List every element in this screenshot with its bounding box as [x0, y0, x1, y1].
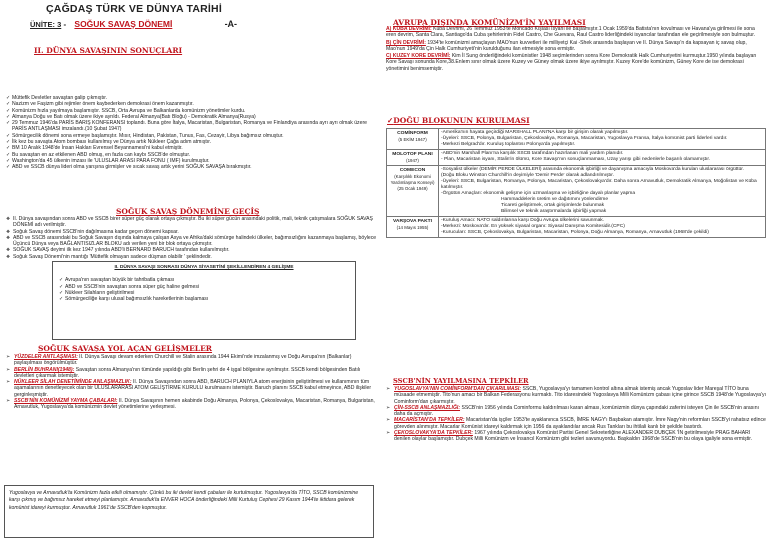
- development-item: ✓ Nükleer Silahların geliştirilmesi: [59, 290, 355, 296]
- eastern-bloc-title: DOĞU BLOKUNUN KURULMASI: [393, 116, 530, 125]
- bloc-desc-cell: [439, 150, 766, 166]
- result-item: ✓ Sömürgecilik dönemi sona ermeye başlamıştır. Mısır, Hindistan, Pakistan, Tunus, Fas, Cezayir, Libya bağımsız olmuştur.: [6, 133, 378, 139]
- section-heading-transition: SOĞUK SAVAŞ DÖNEMİNE GEÇİŞ: [116, 207, 260, 216]
- communism-key: A) KÜBA DEVRİMİ:: [386, 26, 432, 32]
- bloc-name: COMİNFORM: [397, 131, 428, 136]
- communism-text: 1934'te komünizmi amaçlayan MAO'nun kuvvetleri ile milliyetçi Kai -Shek arasında başlayan ve II. Dünya Savaşı'n da kapsayan iç savaş olup, Mao'nun 1949'da Çin Halk Cumhuriyeti'nin kurulduğunu ilan etmesiyle sona ermiştir.: [386, 39, 747, 52]
- reaction-key: ÇİN-SSCB ANLAŞMAZLIĞI:: [394, 404, 461, 411]
- bloc-desc-cell: [439, 166, 766, 217]
- cause-item: [6, 367, 378, 380]
- bloc-desc-cell: [439, 129, 766, 150]
- cause-text: II. Dünya Savaşının hemen akabinde Doğu Almanya, Polonya, Çekoslovakya, Macaristan, Romanya, Bulgaristan, Arnavutluk, Yugoslavya'da komünizmin devlet yönetimlerine yerleşmesi.: [14, 398, 375, 411]
- bloc-date: (5 EKİM 1947): [398, 137, 427, 142]
- check-icon: ✓: [387, 116, 394, 125]
- reactions-list: [386, 386, 766, 443]
- communism-key: B) ÇİN DEVRİMİ:: [386, 39, 426, 46]
- result-item: ✓ Bu savaştan en az etkilenen ABD olmuş, en fazla can kaybı SSCB'de olmuştur.: [6, 152, 378, 158]
- developments-box-heading: II. DÜNYA SAVAŞI SONRASI DÜNYA SİYASETİNİ ŞEKİLLENDİREN 4 GELİŞME: [114, 265, 294, 270]
- bloc-desc-line: - Plan, Macaristan isyanı, Stalin'in ölümü, Kore Savaşı'nın sonuçlanmaması, Uzay yarışı gibi nedenlerle başarılı olamamıştır.: [441, 157, 711, 162]
- note-box: [4, 485, 374, 538]
- cause-key: YÜZDELER ANTLAŞMASI:: [14, 354, 78, 360]
- communism-item: [386, 40, 766, 53]
- cause-key: BERLİN BUHRANI(1948):: [14, 366, 75, 373]
- result-item: ✓ Müttefik Devletler savaştan galip çıkmıştır.: [6, 95, 378, 101]
- result-item: ✓ Komünizm hızla yayılmaya başlamıştır. SSCB, Orta Avrupa ve Balkanlarda komünizm yönetimler kurdu.: [6, 108, 378, 114]
- cause-text: Savaştan sonra Almanya'nın tümünde yapıldığı gibi Berlin şehri de 4 işgal bölgesine ayrılmıştır. SSCB kendi bölgesinden Batılı devletleri çıkarmak istemiştir.: [14, 366, 361, 379]
- cause-item: [6, 398, 378, 411]
- bloc-desc-line: -Sosyalist ülkeler (DEMİR PERDE ÜLKELERİ) arasında ekonomik işbirliği ve dayanışma amacıyla Moskova'da kurulan uluslararası örgüttür.: [441, 167, 744, 172]
- result-item: ✓ Nazizm ve Faşizm gibi rejimler önem kaybederken demokrasi önem kazanmıştır.: [6, 101, 378, 107]
- cause-text: II. Dünya Savaşından sonra ABD, BARUCH PLANIYLA atom enerjisinin geliştirilmesi ve kullanımının tüm aşamalarının denetleyecek olan bir ULUSLARARASI ATOM GELİŞTİRME KURULU kurulmasını istemiştir. Baruch planını SSCB kabul etmeyince, ABD ilişkiler gerginleşmiştir.: [14, 379, 372, 398]
- results-list: [6, 95, 378, 171]
- bloc-name-cell: [387, 217, 439, 238]
- bloc-row: [387, 217, 766, 238]
- bloc-name-cell: [387, 166, 439, 217]
- bloc-date: (Karşılıklı Ekonomi Yardımlaşma Konseyi) (25 Ocak 1949): [390, 174, 435, 191]
- developments-list: [59, 277, 355, 302]
- development-item: ✓ Avrupa'nın savaştan büyük bir tahribatla çıkması: [59, 277, 355, 283]
- bloc-desc-line: -Üyeleri: SSCB, Polonya, Bulgaristan, Çekoslovakya, Romanya, Macaristan, Yugoslavya Fransa, İtalya komünist parti liderleri vardır.: [441, 136, 728, 141]
- reaction-item: [386, 386, 766, 405]
- bloc-row: [387, 129, 766, 150]
- result-item: ✓ BM 10 Aralık 1948'de İnsan Hakları Evrensel Beyannamesi'ni kabul etmiştir.: [6, 145, 378, 151]
- cause-key: SSCB'NİN KOMÜNİZMİ YAYMA ÇABALARI:: [14, 398, 118, 405]
- section-heading-causes: SOĞUK SAVAŞA YOL AÇAN GELİŞMELER: [38, 344, 213, 353]
- bloc-desc-line: -Merkezi: Moskova'dır. En yüksek siyasal organı: Siyasal Danışma Komitesidir.(CPC): [441, 224, 625, 229]
- communism-key: C) KUZEY KORE DEVRİMİ:: [386, 53, 451, 60]
- result-item: ✓ Almanya Doğu ve Batı olmak üzere ikiye ayrıldı. Federal Almanya(Batı Bloğu) - Demokratik Almanya(Rusya): [6, 114, 378, 120]
- reaction-text: SSCB, Yugoslavya'yı tamamen kontrol altına almak istemiş ancak Yugoslav lider Mareşal TİTO buna müsaade etmemiştir. Tito'nun amacı bir Balkan Federasyonu kurmaktı. Tito idaresindeki Yugoslavya Milli Komünizm çabası içine girince SSCB 1948'de Yugoslavya'yı Cominform'dan çıkarmıştır.: [394, 386, 766, 405]
- result-item: ✓ 29 Temmuz 1946'da PARİS BARIŞ KONFERANSI toplandı. Buna göre İtalya, Macaristan, Bulgaristan, Romanya ve Finlandiya arasında ayrı ayrı olmak üzere PARİS ANTLAŞMASI imzalandı.(10 Şubat 1947): [6, 120, 378, 133]
- bloc-desc-line: Ticareti geliştirmek, ortak girişimlerde bulunmak: [501, 203, 605, 208]
- bloc-desc-line: -Kurucuları: SSCB, Çekoslovakya, Bulgaristan, Macaristan, Polonya, Doğu Almanya, Romanya, Arnavutluk (1968'de çekildi): [441, 230, 709, 235]
- bloc-name-cell: [387, 129, 439, 150]
- bloc-desc-line: -Amerika'nın hayata geçirdiği MARSHALL PLANI'NA karşı bir girişim olarak yapılmıştır.: [441, 130, 629, 135]
- cause-item: [6, 354, 378, 367]
- transition-item: ❖ SOĞUK SAVAŞ deyimi ilk kez 1947 yılında ABD'li BERNARD BARUCH tarafından kullanılmıştır.: [6, 247, 378, 253]
- unit-label: ÜNİTE: 3: [30, 20, 62, 29]
- bloc-desc-line: -Örgütün Amaçları: ekonomik gelişme için uzmanlaşma ve işbirliğine dayalı planlar yapma: [441, 191, 636, 196]
- bloc-desc-line: (Doğu Bloku Winston Churchill'in deyimiyle 'Demir Perde' olarak adlandırılmıştır.: [441, 173, 614, 178]
- bloc-desc-line: -Kuruluş Amacı: NATO saldırılarına karşı Doğu Avrupa ülkelerini savunmak.: [441, 218, 605, 223]
- bloc-desc-line: -Üyeleri: SSCB, Bulgaristan, Romanya, Polonya, Macaristan, Çekoslovakya'dır. Daha sonra Arnavutluk, Demokratik Almanya, Moğolistan ve Küba katılmıştır.: [441, 179, 757, 190]
- section-heading-communism-spread: AVRUPA DIŞINDA KOMÜNİZM'İN YAYILMASI: [393, 18, 586, 27]
- cause-item: [6, 379, 378, 398]
- section-heading-results: II. DÜNYA SAVAŞININ SONUÇLARI: [34, 46, 183, 55]
- result-item: ✓ Washington'da 45 ülkenin imzası ile 'ULUSLAR ARASI PARA FONU ( IMF) kurulmuştur.: [6, 158, 378, 164]
- bloc-desc-line: -ABD'nin Marshall Planı'na karşılık SSCB tarafından hazırlanan mali yardım planıdır.: [441, 151, 624, 156]
- reaction-key: YUGOSLAVYA'NIN COMİNFORM'DAN ÇIKARILMASI:: [394, 386, 522, 392]
- transition-item: ❖ ABD ve SSCB arasındaki bu Soğuk Savaşın dışında kalmaya çalışan Asya ve Afrika'daki sömürge halindeki ülkeler, bağımsızlığını kazanmaya başlamış, böylece Üçüncü Dünya veya BAĞLANTISIZLAR BLOKU adı verilen yeni bir blok ortaya çıkmıştır.: [6, 235, 378, 248]
- reaction-key: ÇEKOSLOVAKYA'DA TEPKİLER:: [394, 430, 473, 437]
- bloc-name: MOLOTOF PLANI: [392, 152, 433, 157]
- section-heading-reactions: SSCB'NİN YAYILMASINA TEPKİLER: [393, 377, 529, 385]
- unit-separator: -: [63, 20, 67, 29]
- bloc-row: [387, 166, 766, 217]
- note-text: Yugoslavya ve Arnavutluk'ta Komünizm fazla etkili olmamıştır. Çünkü bu iki devlet kendi çabaları ile kurtulmuştur. Yugoslavya'da TİTO, SSCB komünizmine karşı çıkmış ve bağımsız hareket etmeyi planlamıştır. Arnavutluk'ta ENVER HOCA önderliğindeki Milli Kurtuluş Cephesi 29 Kasım 1944'te iktidara gelerek komünist idareyi kurmuştur. Arnavutluk 1961'de SSCB'den kopmuştur.: [9, 490, 359, 511]
- reaction-item: [386, 417, 766, 430]
- bloc-desc-cell: [439, 217, 766, 238]
- transition-list: [6, 216, 378, 260]
- cause-text: II. Dünya Savaşı devam ederken Churchill ve Stalin arasında 1944 Ekimi'nde imzalanmış ve Doğu Avrupa'nın (Balkanlar) paylaşılması öngörülmüştür.: [14, 354, 352, 367]
- reaction-item: [386, 405, 766, 418]
- communism-text: Kim İl Sung önderliğindeki komünistler 1948 seçimlerinden sonra Kore Demokratik Halk Cumhuriyetini kurmuştur.1950 yılında başlayan Kore Savaşı sonunda Kore,38.Enlem sınır olmak üzere Kuzey ve Güney olmak üzere ikiye ayrılmıştır. Kuzey Kore'de komünizm, Güney Kore de ise demokrasi yönetimini benimsemiştir.: [386, 53, 757, 72]
- bloc-name: COMECON: [399, 168, 426, 173]
- reaction-text: Macaristan'da işçiler 1953'te ayaklanınca SSCB, İMRE NAGY'ı Başbakan atamıştır. İmre Nagy'nin reformları SSCB'yi rahatsız edince görevden alınmıştır. Macarlar Komünist idareyi kaldırmak için 1956 da ayaklandılar ancak Rus Tankları bu ihtilali kanlı bir şekilde bastırdı.: [394, 417, 766, 430]
- result-item: ✓ İlk kez bu savaşta Atom bombası kullanılmış ve Dünya artık Nükleer Çağa adım atmıştır.: [6, 139, 378, 145]
- unit-letter: -A-: [224, 19, 238, 29]
- eastern-bloc-table: [386, 128, 766, 238]
- development-item: ✓ ABD ve SSCB'nin savaştan sonra süper güç haline gelmesi: [59, 284, 355, 290]
- unit-title: SOĞUK SAVAŞ DÖNEMİ: [74, 19, 173, 29]
- page-title: ÇAĞDAŞ TÜRK VE DÜNYA TARİHİ: [46, 3, 222, 15]
- result-item: ✓ ABD ve SSCB dünya lideri olma yarışına girmişler ve sıcak savaş artık yerini SOĞUK SAVAŞA bırakmıştır.: [6, 164, 378, 170]
- bloc-name-cell: [387, 150, 439, 166]
- transition-item: ❖ Soğuk Savaş Dönemi'nin mantığı 'Müttefik olmayan sadece düşman olabilir ' şeklindedir.: [6, 254, 378, 260]
- bloc-desc-line: Bilimsel ve teknik araştırmalarda işbirliği yapmak: [501, 209, 607, 214]
- transition-item: ❖ Soğuk Savaş dönemi SSCB'nin dağılmasına kadar geçen dönemi kapsar.: [6, 229, 378, 235]
- reaction-key: MACARİSTAN'DA TEPKİLER:: [394, 417, 465, 424]
- unit-line: [30, 19, 237, 29]
- developments-box: [52, 261, 356, 340]
- communism-item: [386, 53, 766, 72]
- bloc-row: [387, 150, 766, 166]
- reaction-text: 1967 yılında Çekoslovakya Komünist Partisi Genel Sekreterliğine ALEXANDER DUBÇEK 'İN getirilmesiyle PRAG BAHARI denilen olaylar başlamıştır. Dubçek Milli Komünizm ve İnsancıl Komünizm gibi tezleri savunuyordu. Başkaldırı 1968'de SSCB'nin bu olaya igaliyle sona ermiştir.: [394, 430, 753, 443]
- bloc-desc-line: Hammaddelerin üretim ve dağıtımını yönlendirme: [501, 197, 609, 202]
- communism-spread-list: [386, 26, 766, 73]
- reaction-item: [386, 430, 766, 443]
- bloc-date: (1947): [406, 158, 419, 163]
- bloc-name: VARŞOVA PAKTI: [393, 219, 432, 224]
- communism-text: Küba Devrimi, 26 Temmuz 1953'te Moncado Kışlası İsyanı ile başlamıştır.1 Ocak 1959'da Batista'nın kovulması ve Havana'ya girilmesi ile sona eren devrim, Santa Clara, Santiago'da Cuba şehirlerinin Fidel Castro, Che Guevara, Raul Castro liderliğindeki isyancılar tarafından ele geçirilmesiyle son bulmuştur.: [386, 26, 756, 39]
- bloc-desc-line: -Merkezi Belgrad'dır. Kuruluş toplantısı Polonya'da yapılmıştır.: [441, 142, 576, 147]
- bloc-date: (14 Mayıs 1955): [396, 225, 429, 230]
- communism-item: [386, 26, 766, 39]
- causes-list: [6, 354, 378, 411]
- cause-key: NÜKLEER SİLAH DENETİMİNDE ANLAŞMAZLIK:: [14, 379, 132, 386]
- reaction-text: SSCB'nin 1956 yılında Cominformu kaldırılması karan alması, komünizmin dünya çapındaki zaferini isteyen Çin ile SSCB'nin arasını daha da açmıştır.: [394, 404, 759, 418]
- transition-item: ❖ II. Dünya savaşından sonra ABD ve SSCB birer süper güç olarak ortaya çıkmıştır. Bu iki süper gücün arasındaki politik, mali, teknik çatışmalara SOĞUK SAVAŞ DÖNEMİ adı verilmiştir.: [6, 216, 378, 229]
- section-heading-eastern-bloc: [387, 116, 530, 125]
- development-item: ✓ Sömürgeciliğe karşı ulusal bağımsızlık hareketlerinin başlaması: [59, 296, 355, 302]
